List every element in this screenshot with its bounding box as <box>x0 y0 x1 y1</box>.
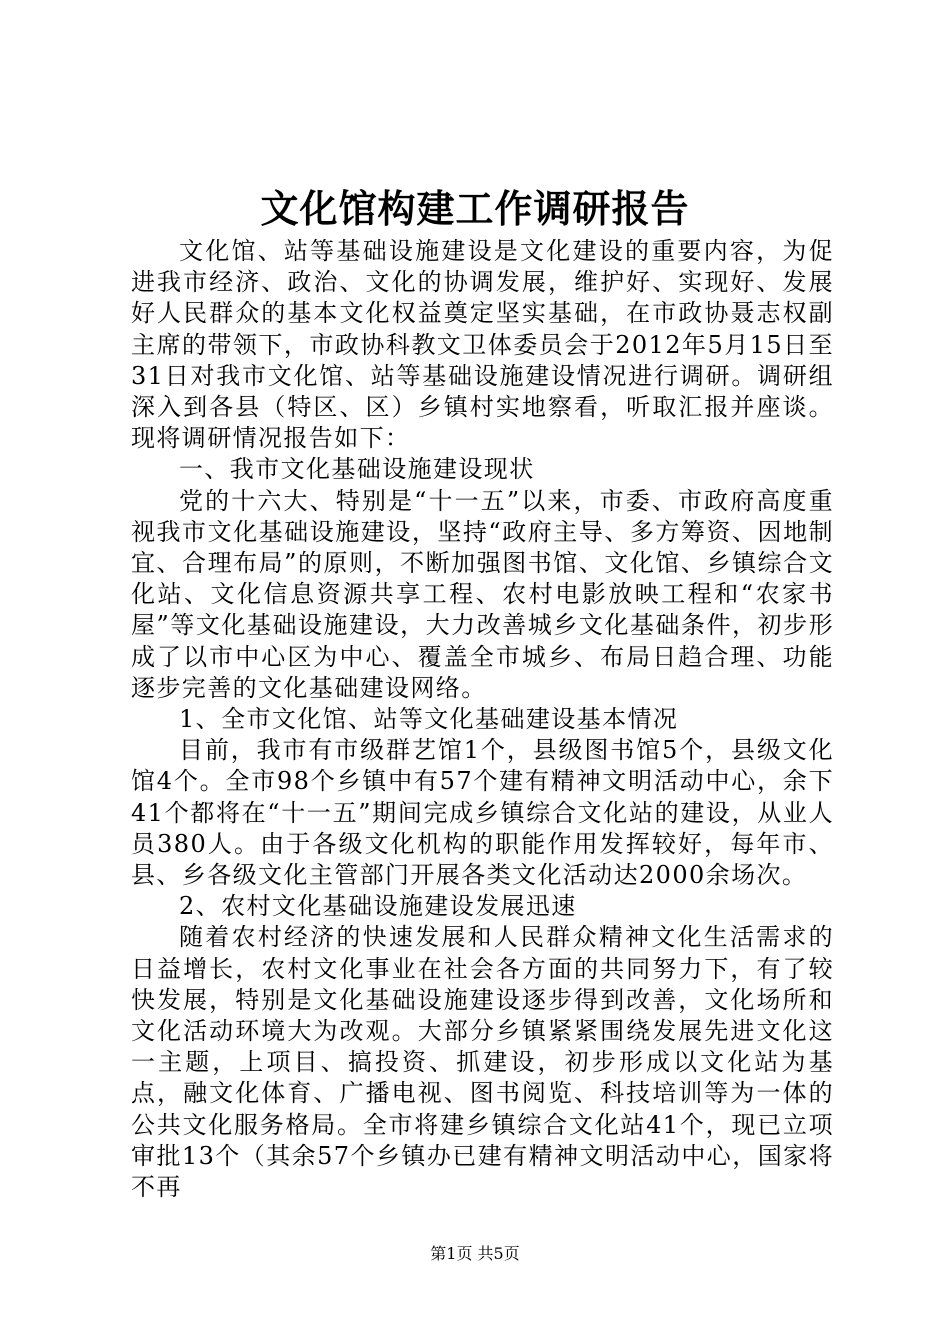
subsection-heading-1: 1、全市文化馆、站等文化基础建设基本情况 <box>179 705 679 734</box>
document-title: 文化馆构建工作调研报告 <box>260 187 690 231</box>
paragraph-intro: 文化馆、站等基础设施建设是文化建设的重要内容，为促进我市经济、政治、文化的协调发展，维护好、实现好、发展好人民群众的基本文化权益奠定坚实基础，在市政协聂志权副主席的带领下，市政协科教文卫体委员会于2012年5月15日至31日对我市文化馆、站等基础设施建设情况进行调研。调研组深入到各县（特区、区）乡镇村实地察看，听取汇报并座谈。现将调研情况报告如下： <box>131 237 834 453</box>
section-heading-1: 一、我市文化基础设施建设现状 <box>179 455 535 484</box>
paragraph-basic-situation: 目前，我市有市级群艺馆1个，县级图书馆5个，县级文化馆4个。全市98个乡镇中有57个建有精神文明活动中心，余下41个都将在“十一五”期间完成乡镇综合文化站的建设，从业人员380人。由于各级文化机构的职能作用发挥较好，每年市、县、乡各级文化主管部门开展各类文化活动达2000余场次。 <box>131 736 834 890</box>
page-footer: 第1页 共5页 <box>430 1244 520 1263</box>
paragraph-overview: 党的十六大、特别是“十一五”以来，市委、市政府高度重视我市文化基础设施建设，坚持“政府主导、多方筹资、因地制宜、合理布局”的原则，不断加强图书馆、文化馆、乡镇综合文化站、文化信息资源共享工程、农村电影放映工程和“农家书屋”等文化基础设施建设，大力改善城乡文化基础条件，初步形成了以市中心区为中心、覆盖全市城乡、布局日趋合理、功能逐步完善的文化基础建设网络。 <box>131 486 834 702</box>
paragraph-rural-development: 随着农村经济的快速发展和人民群众精神文化生活需求的日益增长，农村文化事业在社会各方面的共同努力下，有了较快发展，特别是文化基础设施建设逐步得到改善，文化场所和文化活动环境大为改观。大部分乡镇紧紧围绕发展先进文化这一主题，上项目、搞投资、抓建设，初步形成以文化站为基点，融文化体育、广播电视、图书阅览、科技培训等为一体的公共文化服务格局。全市将建乡镇综合文化站41个，现已立项审批13个（其余57个乡镇办已建有精神文明活动中心，国家将不再 <box>131 923 834 1202</box>
document-body <box>131 236 834 1203</box>
subsection-heading-2: 2、农村文化基础设施建设发展迅速 <box>179 892 577 921</box>
